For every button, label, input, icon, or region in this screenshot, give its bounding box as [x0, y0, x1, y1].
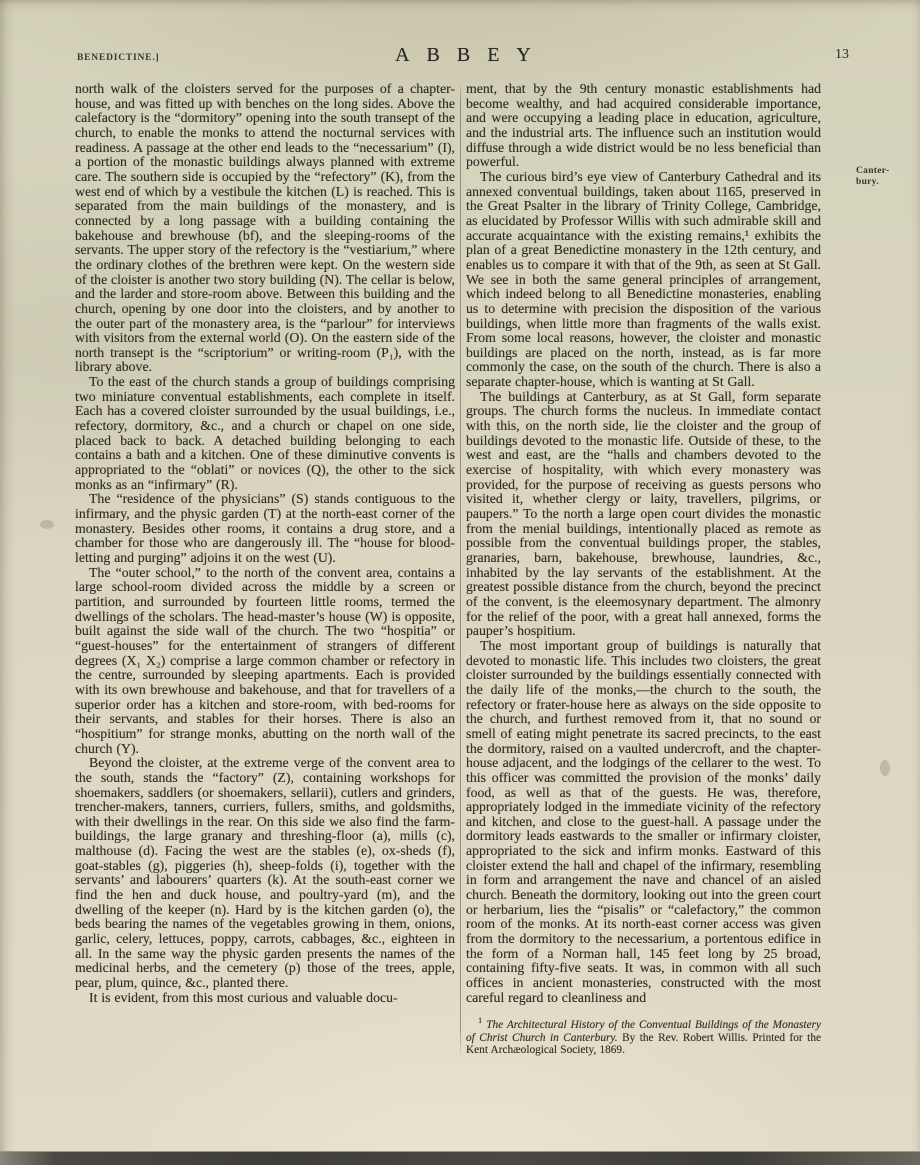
paragraph: ment, that by the 9th century monastic establishments had become wealthy, and had acquired considerable importance, and were occupying a leading place in education, agriculture, and the industrial arts. The influence such an institution would diffuse through a wide district would be no less beneficial than powerful.	[466, 81, 821, 170]
running-head: BENEDICTINE.]	[77, 53, 160, 63]
paragraph: The buildings at Canterbury, as at St Gall, form separate groups. The church forms the nucleus. In immediate contact with this, on the north side, lie the cloister and the group of buildings devoted to the monastic life. Outside of these, to the west and east, are the “halls and chambers devoted to the exercise of hospitality, with which every monastery was provided, for the purpose of receiving as guests persons who visited it, whether clergy or laity, travellers, pilgrims, or paupers.” To the north a large open court divides the monastic from the menial buildings, intentionally placed as remote as possible from the conventual buildings proper, the stables, granaries, barn, bakehouse, brewhouse, laundries, &c., inhabited by the lay servants of the establishment. At the greatest possible distance from the church, beyond the precinct of the convent, is the eleemosynary department. The almonry for the relief of the poor, with a great hall annexed, forms the pauper’s hospitium.	[466, 388, 821, 639]
page-number: 13	[835, 47, 849, 62]
column-divider-rule	[460, 82, 461, 1057]
paragraph: The curious bird’s eye view of Canterbury Cathedral and its annexed conventual buildings, taken about 1165, preserved in the Great Psalter in the library of Trinity College, Cambridge, as elucidated by Professor Willis with such admirable skill and accurate acquaintance with the existing remains,¹ exhibits the plan of a great Benedictine monastery in the 12th century, and enables us to compare it with that of the 9th, as seen at St Gall. We see in both the same general principles of arrangement, which indeed belong to all Benedictine monasteries, enabling us to determine with precision the disposition of the various buildings, when little more than fragments of the walls exist. From some local reasons, however, the cloister and monastic buildings are placed on the north, instead, as is far more commonly the case, on the south of the church. There is also a separate chapter-house, which is wanting at St Gall.	[466, 168, 821, 390]
scan-bottom-edge	[0, 1151, 920, 1165]
footnote	[466, 1014, 821, 1057]
paragraph: The “outer school,” to the north of the convent area, contains a large school-room divided across the middle by a screen or partition, and surrounded by fourteen little rooms, termed the dwellings of the scholars. The head-master’s house (W) is opposite, built against the side wall of the church. The two “hospitia” or “guest-houses” for the entertainment of strangers of different degrees (X₁ X₂) comprise a large common chamber or refectory in the centre, surrounded by sleeping apartments. Each is provided with its own brewhouse and bakehouse, and that for travellers of a superior order has a kitchen and store-room, with bed-rooms for their servants, and stables for their horses. There is also an “hospitium” for strange monks, abutting on the north wall of the church (Y).	[75, 564, 455, 756]
footnote-text: By the Rev. Robert Willis. Printed for the Kent Archæological Society, 1869.	[466, 1031, 821, 1057]
paragraph: The most important group of buildings is naturally that devoted to monastic life. This includes two cloisters, the great cloister surrounded by the buildings essentially connected with the daily life of the monks,—the church to the south, the refectory or frater-house here as always on the side opposite to the church, and furthest removed from it, that no sound or smell of eating might penetrate its sacred precincts, to the east the dormitory, raised on a vaulted undercroft, and the chapter-house adjacent, and the lodgings of the cellarer to the west. To this officer was committed the provision of the monks’ daily food, as well as that of the guests. He was, therefore, appropriately lodged in the immediate vicinity of the refectory and kitchen, and close to the guest-hall. A passage under the dormitory leads eastwards to the smaller or infirmary cloister, appropriated to the sick and infirm monks. Eastward of this cloister extend the hall and chapel of the infirmary, resembling in form and arrangement the nave and chancel of an aisled church. Beneath the dormitory, looking out into the green court or herbarium, lies the “pisalis” or “calefactory,” the common room of the monks. At its north-east corner access was given from the dormitory to the necessarium, a portentous edifice in the form of a Norman hall, 145 feet long by 25 broad, containing fifty-five seats. It was, in common with all such offices in ancient monasteries, constructed with the most careful regard to cleanliness and	[466, 637, 821, 1005]
article-title: ABBEY	[395, 44, 548, 66]
left-column	[75, 82, 455, 1057]
paragraph: The “residence of the physicians” (S) stands contiguous to the infirmary, and the physic garden (T) at the north-east corner of the monastery. Besides other rooms, it contains a drug store, and a chamber for those who are dangerously ill. The “house for blood-letting and purging” adjoins it on the west (U).	[75, 491, 455, 565]
paragraph: Beyond the cloister, at the extreme verge of the convent area to the south, stands the “factory” (Z), containing workshops for shoemakers, saddlers (or shoemakers, sellarii), cutlers and grinders, trencher-makers, tanners, curriers, fullers, smiths, and goldsmiths, with their dwellings in the rear. On this side we also find the farm-buildings, the large granary and threshing-floor (a), mills (c), malthouse (d). Facing the west are the stables (e), ox-sheds (f), goat-stables (g), piggeries (h), sheep-folds (i), together with the servants’ and labourers’ quarters (k). At the south-east corner we find the hen and duck house, and poultry-yard (m), and the dwelling of the keeper (n). Hard by is the kitchen garden (o), the beds bearing the names of the vegetables growing in them, onions, garlic, celery, lettuces, poppy, carrots, cabbages, &c., eighteen in all. In the same way the physic garden presents the names of the medicinal herbs, and the cemetery (p) those of the trees, apple, pear, plum, quince, &c., planted there.	[75, 755, 455, 991]
paragraph: It is evident, from this most curious and valuable docu-	[89, 989, 398, 1005]
text-columns	[75, 82, 851, 1057]
scan-stain	[40, 520, 54, 529]
column-gutter	[455, 82, 466, 1057]
paragraph: To the east of the church stands a group of buildings comprising two miniature conventual establishments, each complete in itself. Each has a covered cloister surrounded by the usual buildings, i.e., refectory, dormitory, &c., and a church or chapel on one side, placed back to back. A detached building belonging to each contains a bath and a kitchen. One of these diminutive convents is appropriated to the “oblati” or novices (Q), the other to the sick monks as an “infirmary” (R).	[75, 374, 455, 492]
page-content	[75, 44, 851, 1057]
paragraph: north walk of the cloisters served for the purposes of a chapter-house, and was fitted up with benches on the long sides. Above the calefactory is the “dormitory” opening into the south transept of the church, to enable the monks to attend the nocturnal services with readiness. A passage at the other end leads to the “necessarium” (I), a portion of the monastic buildings always planned with extreme care. The southern side is occupied by the “refectory” (K), from the west end of which by a vestibule the kitchen (L) is reached. This is separated from the main buildings of the monastery, and is connected by a long passage with a building containing the bakehouse and brewhouse (bf), and the sleeping-rooms of the servants. The upper story of the refectory is the “vestiarium,” where the ordinary clothes of the brethren were kept. On the western side of the cloister is another two story building (N). The cellar is below, and the larder and store-room above. Between this building and the church, opening by one door into the cloisters, and by another to the outer part of the monastery area, is the “parlour” for interviews with visitors from the external world (O). On the eastern side of the north transept is the “scriptorium” or writing-room (P₁), with the library above.	[75, 81, 455, 375]
footnote-title: The Architectural History of the Conventual Buildings of the Monastery of Christ Church in Canterbury.	[466, 1019, 821, 1044]
page-header	[75, 44, 851, 70]
right-column	[466, 82, 821, 1057]
margin-note-canterbury: Canter-bury.	[856, 166, 890, 187]
footnote-marker: 1	[478, 1015, 483, 1026]
scan-stain	[880, 760, 890, 776]
